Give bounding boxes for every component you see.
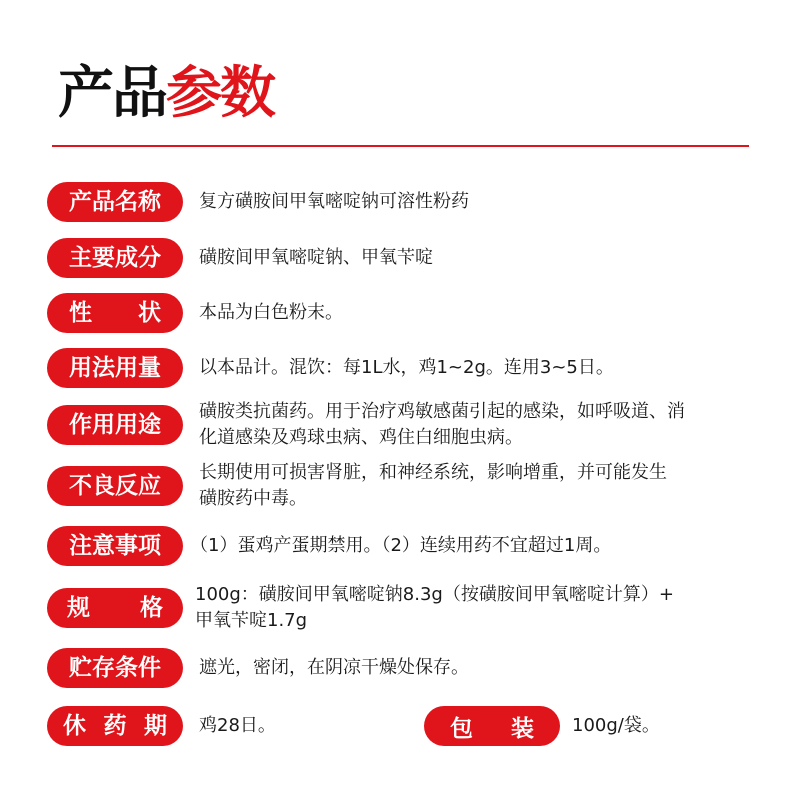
label-pill-storage [47, 648, 183, 688]
label-char: 药 [103, 713, 127, 739]
label-char: 休 [63, 713, 86, 739]
label-text: 主要成分 [69, 245, 161, 271]
label-pill-name [47, 182, 183, 222]
label-char: 规 [67, 595, 90, 621]
label-char: 格 [140, 595, 163, 621]
value-package: 100g/袋。 [572, 715, 660, 736]
label-char: 包 [450, 715, 473, 742]
label-text: 用法用量 [69, 355, 161, 381]
value-side-effects [199, 460, 759, 512]
value-line: 甲氧苄啶1.7g [195, 610, 308, 631]
label-pill-spec [47, 588, 183, 628]
label-text: 贮存条件 [69, 655, 161, 681]
label-pill-withdrawal [47, 706, 183, 746]
value-line: 化道感染及鸡球虫病、鸡住白细胞虫病。 [199, 427, 523, 448]
label-pill-ingredients [47, 238, 183, 278]
label-pill-package [424, 706, 560, 746]
label-char: 装 [511, 715, 534, 742]
label-pill-appearance [47, 293, 183, 333]
label-pill-dosage [47, 348, 183, 388]
label-char: 状 [138, 300, 161, 326]
label-text: 不良反应 [69, 473, 161, 499]
value-name: 复方磺胺间甲氧嘧啶钠可溶性粉药 [199, 191, 469, 212]
value-appearance: 本品为白色粉末。 [199, 302, 343, 323]
value-ingredients: 磺胺间甲氧嘧啶钠、甲氧苄啶 [199, 247, 433, 268]
value-line: 磺胺类抗菌药。用于治疗鸡敏感菌引起的感染，如呼吸道、消 [199, 401, 685, 422]
page-title [58, 58, 274, 130]
value-spec [195, 582, 755, 634]
value-usage [199, 399, 759, 451]
value-withdrawal: 鸡28日。 [199, 715, 276, 736]
label-pill-side-effects [47, 466, 183, 506]
label-pill-precautions [47, 526, 183, 566]
page-title-part2: 参数 [166, 61, 274, 126]
value-storage: 遮光，密闭，在阴凉干燥处保存。 [199, 657, 469, 678]
label-char: 性 [69, 300, 92, 326]
value-precautions: （1）蛋鸡产蛋期禁用。（2）连续用药不宜超过1周。 [190, 535, 612, 556]
page-title-part1: 产品 [58, 61, 166, 126]
label-text: 产品名称 [69, 189, 161, 215]
value-line: 长期使用可损害肾脏，和神经系统，影响增重，并可能发生 [199, 462, 667, 483]
label-char: 期 [144, 713, 167, 739]
label-text: 作用用途 [69, 412, 161, 438]
title-divider [52, 145, 749, 147]
value-dosage: 以本品计。混饮：每1L水，鸡1~2g。连用3~5日。 [199, 357, 614, 378]
value-line: 100g：磺胺间甲氧嘧啶钠8.3g（按磺胺间甲氧嘧啶计算）+ [195, 584, 674, 605]
label-text: 注意事项 [69, 533, 161, 559]
value-line: 磺胺药中毒。 [199, 488, 307, 509]
label-pill-usage [47, 405, 183, 445]
